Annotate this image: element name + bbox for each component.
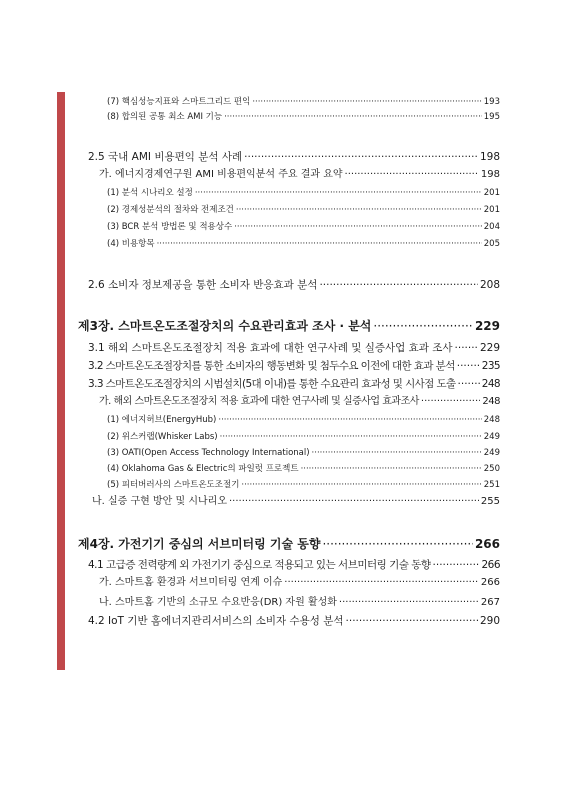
toc-entry-label: (8) 합의된 공통 최소 AMI 기능 (107, 112, 223, 122)
toc-leader-dots (458, 377, 480, 391)
toc-entry[interactable] (107, 187, 500, 199)
toc-page-number: 266 (474, 537, 500, 551)
toc-entry[interactable] (107, 204, 500, 216)
toc-page-number: 195 (483, 112, 500, 122)
toc-leader-dots (433, 558, 480, 572)
toc-leader-dots (301, 463, 482, 475)
toc-entry-label: 4.1 고급증 전력량계 외 가전기기 중심으로 적용되고 있는 서브미터링 기술 동향 (88, 559, 431, 571)
toc-entry-label: (1) 분석 시나리오 설정 (107, 188, 193, 198)
toc-leader-dots (457, 359, 480, 373)
toc-entry-label: 3.3 스마트온도조절장치의 시범설치(5대 이내)를 통한 수요관리 효과성 및 시사점 도출 (88, 378, 456, 390)
toc-entry-label: (7) 핵심성능지표와 스마트그리드 편익 (107, 97, 251, 107)
toc-leader-dots (241, 479, 481, 491)
toc-entry[interactable] (99, 395, 500, 409)
toc-entry[interactable] (107, 238, 500, 250)
toc-leader-dots (346, 614, 478, 628)
toc-entry-label: 가. 스마트홈 환경과 서브미터링 연계 이슈 (99, 577, 283, 588)
toc-page-number: 248 (482, 396, 500, 407)
toc-page-number: 201 (483, 188, 500, 198)
toc-leader-dots (195, 187, 482, 199)
toc-page-number: 248 (483, 415, 500, 425)
toc-entry-label: 3.2 스마트온도조절장치를 통한 소비자의 행동변화 및 첨두수요 이전에 대한 효과 분석 (88, 360, 455, 372)
toc-leader-dots (224, 111, 482, 123)
toc-entry-label: (4) 비용항목 (107, 239, 155, 249)
toc-page-number: 249 (483, 448, 500, 458)
toc-entry-label: (4) Oklahoma Gas & Electric의 파일럿 프로젝트 (107, 464, 299, 474)
toc-leader-dots (244, 150, 478, 164)
toc-entry-label: 가. 에너지경제연구원 AMI 비용편익분석 주요 결과 요약 (99, 169, 343, 180)
toc-page-number: 229 (474, 319, 500, 333)
toc-entry[interactable] (88, 558, 500, 572)
toc-leader-dots (421, 395, 480, 409)
toc-entry-label: (3) BCR 분석 방법론 및 적용상수 (107, 222, 233, 232)
toc-entry[interactable] (107, 111, 500, 123)
toc-page-number: 290 (479, 615, 500, 627)
toc-page-number: 201 (483, 205, 500, 215)
toc-entry[interactable] (107, 463, 500, 475)
toc-leader-dots (322, 536, 472, 552)
toc-leader-dots (455, 341, 478, 355)
toc-entry[interactable] (107, 221, 500, 233)
toc-page-number: 235 (481, 360, 500, 372)
toc-entry-label: 3.1 해외 스마트온도조절장치 적용 효과에 대한 연구사례 및 실증사업 효과 조사 (88, 342, 453, 354)
toc-entry[interactable] (99, 576, 500, 590)
toc-page-number: 198 (480, 169, 500, 180)
toc-chapter[interactable] (78, 318, 500, 334)
toc-entry[interactable] (107, 447, 500, 459)
toc-entry[interactable] (92, 495, 500, 509)
toc-leader-dots (234, 221, 482, 233)
toc-page-number: 198 (479, 151, 500, 163)
toc-leader-dots (373, 318, 473, 334)
toc-page-number: 255 (480, 496, 500, 507)
toc-entry-label: 4.2 IoT 기반 홈에너지관리서비스의 소비자 수용성 분석 (88, 615, 344, 627)
toc-entry-label: 2.5 국내 AMI 비용편익 분석 사례 (88, 151, 243, 163)
toc-chapter-label: 제4장. 가전기기 중심의 서브미터링 기술 동향 (78, 537, 321, 551)
toc-entry-label: 2.6 소비자 정보제공을 통한 소비자 반응효과 분석 (88, 279, 318, 291)
toc-page-number: 204 (483, 222, 500, 232)
toc-entry[interactable] (88, 341, 500, 355)
toc-page-number: 267 (480, 597, 500, 608)
toc-entry[interactable] (99, 168, 500, 182)
toc-chapter-label: 제3장. 스마트온도조절장치의 수요관리효과 조사 · 분석 (78, 319, 372, 333)
toc-entry[interactable] (107, 479, 500, 491)
toc-page-number: 248 (481, 378, 500, 390)
toc-leader-dots (345, 168, 479, 182)
toc-page-number: 249 (483, 432, 500, 442)
toc-entry[interactable] (99, 596, 500, 610)
toc-leader-dots (284, 576, 479, 590)
toc-entry-label: (1) 에너지허브(EnergyHub) (107, 415, 217, 425)
toc-leader-dots (319, 278, 478, 292)
toc-entry-label: (2) 경제성분석의 절차와 전제조건 (107, 205, 234, 215)
toc-page-number: 208 (479, 279, 500, 291)
toc-leader-dots (157, 238, 482, 250)
toc-entry-label: 가. 해외 스마트온도조절장치 적용 효과에 대한 연구사례 및 실증사업 효과조사 (99, 396, 419, 407)
toc-leader-dots (339, 596, 479, 610)
toc-entry[interactable] (107, 431, 500, 443)
toc-leader-dots (218, 414, 481, 426)
toc-leader-dots (229, 495, 479, 509)
toc-page-number: 266 (480, 577, 500, 588)
toc-entry[interactable] (88, 278, 500, 292)
toc-leader-dots (220, 431, 482, 443)
toc-entry[interactable] (107, 414, 500, 426)
toc-entry-label: 나. 스마트홈 기반의 소규모 수요반응(DR) 자원 활성화 (99, 597, 337, 608)
toc-page-number: 205 (483, 239, 500, 249)
toc-leader-dots (252, 96, 481, 108)
toc-page-number: 266 (481, 559, 500, 571)
toc-entry[interactable] (107, 96, 500, 108)
toc-page-number: 193 (483, 97, 500, 107)
toc-entry-label: (2) 위스커랩(Whisker Labs) (107, 432, 218, 442)
toc-leader-dots (312, 447, 482, 459)
toc-entry[interactable] (88, 377, 500, 391)
toc-entry-label: 나. 실증 구현 방안 및 시나리오 (92, 496, 227, 507)
chapter-accent-bar (57, 92, 65, 670)
toc-entry[interactable] (88, 359, 500, 373)
toc-chapter[interactable] (78, 536, 500, 552)
toc-entry-label: (5) 피터버러사의 스마트온도조절기 (107, 480, 240, 490)
toc-entry[interactable] (88, 614, 500, 628)
toc-page-number: 250 (483, 464, 500, 474)
toc-page-number: 251 (483, 480, 500, 490)
toc-entry-label: (3) OATI(Open Access Technology International) (107, 448, 310, 458)
toc-page-number: 229 (479, 342, 500, 354)
toc-leader-dots (236, 204, 482, 216)
toc-entry[interactable] (88, 150, 500, 164)
